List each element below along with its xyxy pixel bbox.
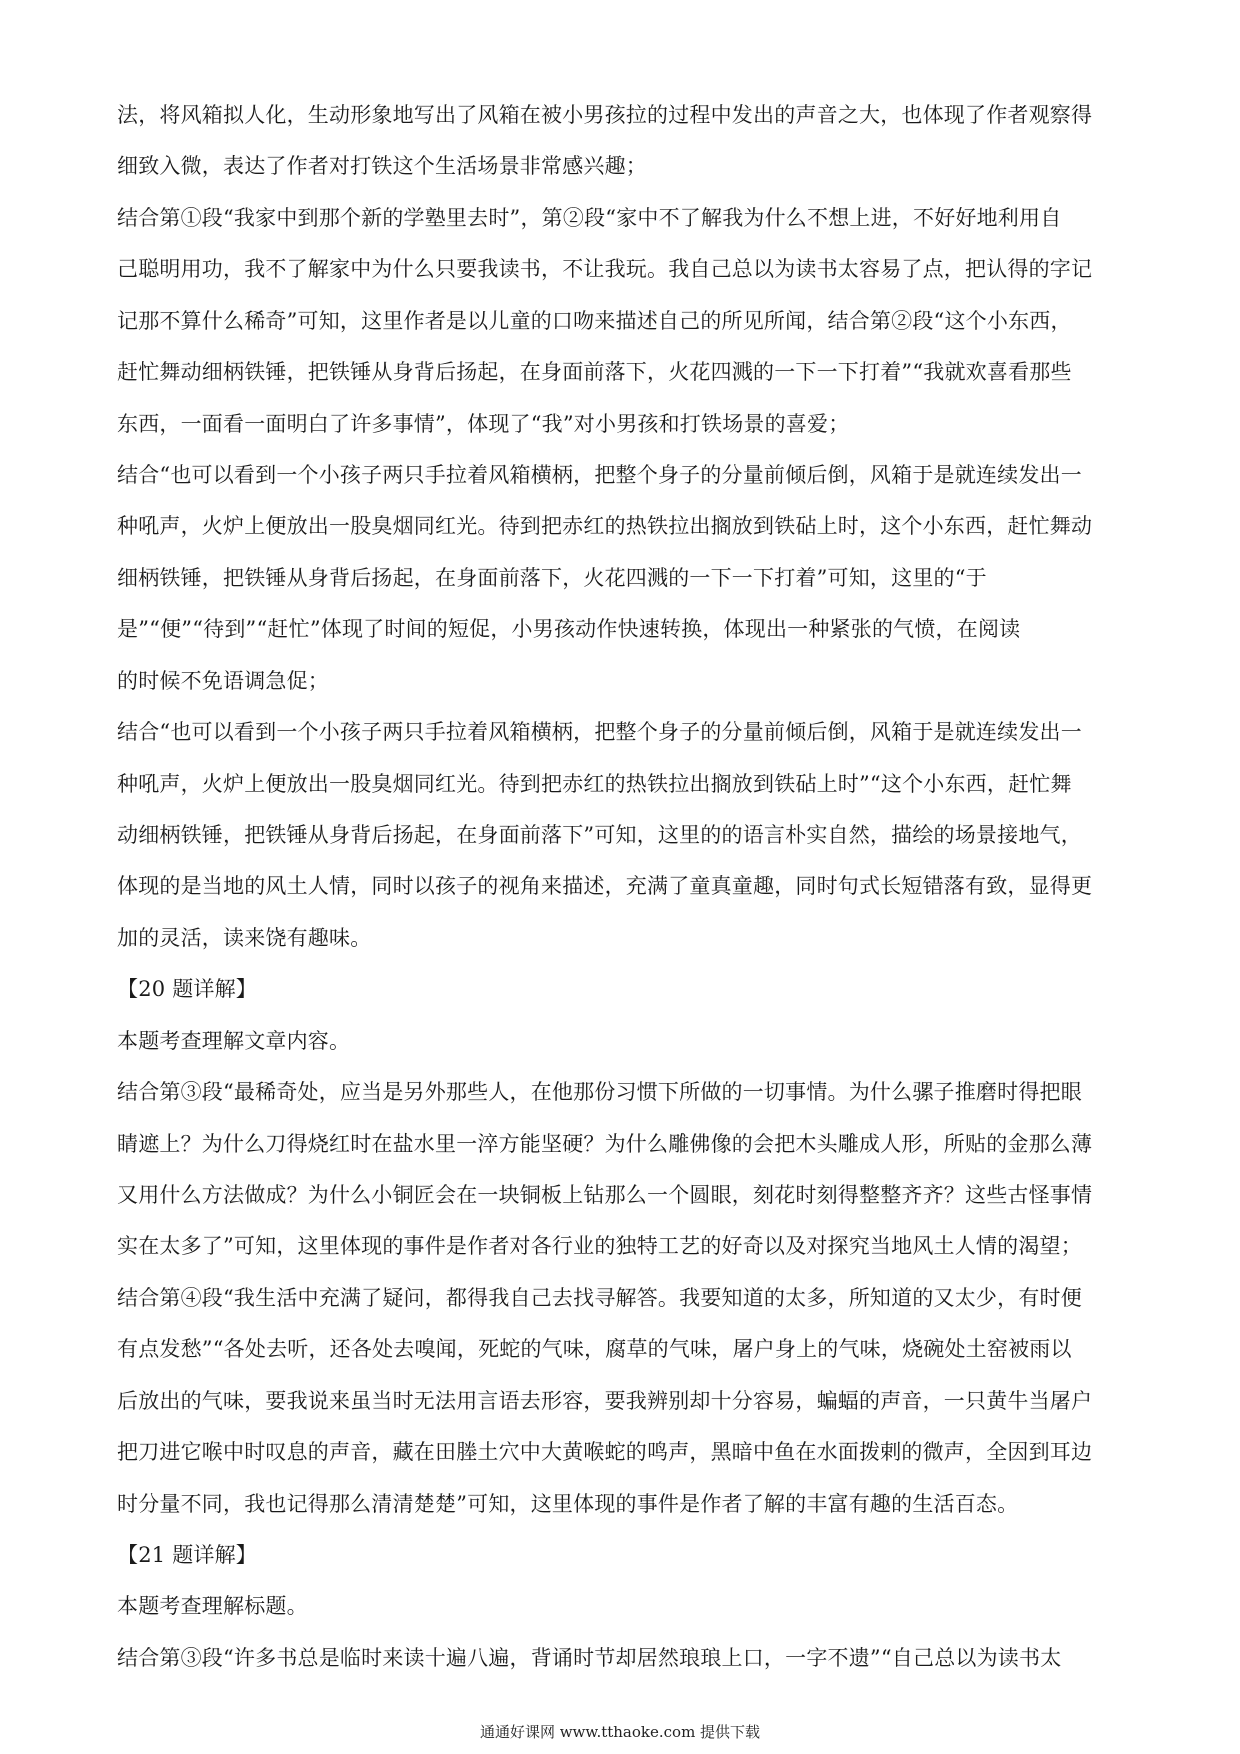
text-line: 法，将风箱拟人化，生动形象地写出了风箱在被小男孩拉的过程中发出的声音之大，也体现了作者观察得 xyxy=(117,103,1093,127)
text-line: 把刀进它喉中时叹息的声音，藏在田塍土穴中大黄喉蛇的鸣声，黑暗中鱼在水面拨剌的微声，全因到耳边 xyxy=(117,1440,1093,1464)
text-line: 加的灵活，读来饶有趣味。 xyxy=(117,926,372,950)
text-line: 的时候不免语调急促； xyxy=(117,669,329,693)
text-line: 又用什么方法做成？为什么小铜匠会在一块铜板上钻那么一个圆眼，刻花时刻得整整齐齐？这些古怪事情 xyxy=(117,1183,1093,1207)
text-line: 后放出的气味，要我说来虽当时无法用言语去形容，要我辨别却十分容易，蝙蝠的声音，一只黄牛当屠户 xyxy=(117,1389,1093,1413)
text-line: 动细柄铁锤，把铁锤从身背后扬起，在身面前落下”可知，这里的的语言朴实自然，描绘的场景接地气， xyxy=(117,823,1082,847)
text-line: 赶忙舞动细柄铁锤，把铁锤从身背后扬起，在身面前落下，火花四溅的一下一下打着”“我就欢喜看那些 xyxy=(117,360,1072,384)
text-line: 东西，一面看一面明白了许多事情”，体现了“我”对小男孩和打铁场景的喜爱； xyxy=(117,412,850,436)
text-line: 本题考查理解文章内容。 xyxy=(117,1029,351,1053)
text-line: 记那不算什么稀奇”可知，这里作者是以儿童的口吻来描述自己的所见所闻，结合第②段“这个小东西， xyxy=(117,309,1072,333)
text-line: 细柄铁锤，把铁锤从身背后扬起，在身面前落下，火花四溅的一下一下打着”可知，这里的“于 xyxy=(117,566,987,590)
text-line: 时分量不同，我也记得那么清清楚楚”可知，这里体现的事件是作者了解的丰富有趣的生活百态。 xyxy=(117,1492,1019,1516)
text-line: 实在太多了”可知，这里体现的事件是作者对各行业的独特工艺的好奇以及对探究当地风土人情的渴望； xyxy=(117,1234,1082,1258)
text-line: 结合第①段“我家中到那个新的学塾里去时”，第②段“家中不了解我为什么不想上进，不好好地利用自 xyxy=(117,206,1062,230)
text-line: 结合“也可以看到一个小孩子两只手拉着风箱横柄，把整个身子的分量前倾后倒，风箱于是就连续发出一 xyxy=(117,720,1082,744)
text-line: 是”“便”“待到”“赶忙”体现了时间的短促，小男孩动作快速转换，体现出一种紧张的气愤，在阅读 xyxy=(117,617,1021,641)
text-line: 本题考查理解标题。 xyxy=(117,1594,308,1618)
section-heading: 【21 题详解】 xyxy=(117,1543,257,1567)
page-footer: 通通好课网 www.tthaoke.com 提供下载 xyxy=(479,1723,761,1741)
text-line: 有点发愁”“各处去听，还各处去嗅闻，死蛇的气味，腐草的气味，屠户身上的气味，烧碗处土窑被雨以 xyxy=(117,1337,1072,1361)
text-line: 种吼声，火炉上便放出一股臭烟同红光。待到把赤红的热铁拉出搁放到铁砧上时”“这个小东西，赶忙舞 xyxy=(117,772,1072,796)
text-line: 睛遮上？为什么刀得烧红时在盐水里一淬方能坚硬？为什么雕佛像的会把木头雕成人形，所贴的金那么薄 xyxy=(117,1132,1093,1156)
text-line: 己聪明用功，我不了解家中为什么只要我读书，不让我玩。我自己总以为读书太容易了点，把认得的字记 xyxy=(117,257,1093,281)
section-heading: 【20 题详解】 xyxy=(117,977,257,1001)
text-line: 结合第③段“许多书总是临时来读十遍八遍，背诵时节却居然琅琅上口，一字不遗”“自己总以为读书太 xyxy=(117,1646,1062,1670)
text-line: 种吼声，火炉上便放出一股臭烟同红光。待到把赤红的热铁拉出搁放到铁砧上时，这个小东西，赶忙舞动 xyxy=(117,514,1093,538)
text-line: 体现的是当地的风土人情，同时以孩子的视角来描述，充满了童真童趣，同时句式长短错落有致，显得更 xyxy=(117,874,1093,898)
text-line: 结合第③段“最稀奇处，应当是另外那些人，在他那份习惯下所做的一切事情。为什么骡子推磨时得把眼 xyxy=(117,1080,1082,1104)
text-line: 结合第④段“我生活中充满了疑问，都得我自己去找寻解答。我要知道的太多，所知道的又太少，有时便 xyxy=(117,1286,1082,1310)
text-line: 细致入微，表达了作者对打铁这个生活场景非常感兴趣； xyxy=(117,154,647,178)
text-line: 结合“也可以看到一个小孩子两只手拉着风箱横柄，把整个身子的分量前倾后倒，风箱于是就连续发出一 xyxy=(117,463,1082,487)
